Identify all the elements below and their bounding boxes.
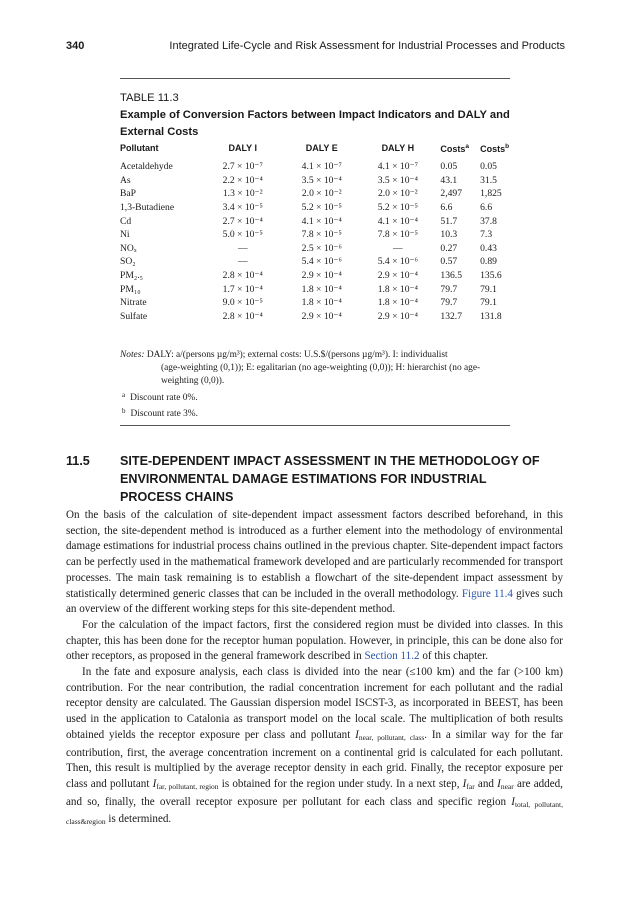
table-row (120, 255, 516, 269)
value-cell: 136.5 (440, 270, 462, 282)
pollutant-cell: Ni (120, 229, 130, 241)
running-title: Integrated Life-Cycle and Risk Assessment for Industrial Processes and Products (169, 40, 565, 52)
value-cell: 1.8 × 10⁻⁴ (377, 283, 418, 295)
footnote: $^a$ Discount rate 0%. (122, 390, 198, 403)
value-cell: 0.43 (480, 242, 497, 254)
value-cell: 43.1 (440, 174, 458, 186)
value-cell: 79.7 (440, 283, 458, 295)
pollutant-cell: 1,3-Butadiene (120, 202, 175, 214)
value-cell: 5.4 × 10⁻⁶ (377, 256, 418, 268)
footnote: $^b$ Discount rate 3%. (122, 406, 198, 419)
section-number: 11.5 (66, 454, 90, 468)
pollutant-cell: SO₂ (120, 256, 136, 268)
value-cell: 2.9 × 10⁻⁴ (301, 270, 342, 282)
value-cell: 1.8 × 10⁻⁴ (301, 283, 342, 295)
table-row (120, 282, 516, 296)
table-row (120, 269, 516, 283)
value-cell: 2.9 × 10⁻⁴ (377, 270, 418, 282)
value-cell: 4.1 × 10⁻⁷ (377, 161, 418, 173)
column-header: Pollutant (120, 143, 159, 153)
value-cell: 5.4 × 10⁻⁶ (301, 256, 342, 268)
value-cell: 79.7 (440, 297, 458, 309)
value-cell: 132.7 (440, 310, 462, 322)
notes-line: weighting (0,0)). (161, 376, 225, 387)
table-row (120, 310, 516, 324)
value-cell: — (237, 242, 248, 254)
figure-link[interactable]: Figure 11.4 (461, 587, 513, 600)
table-row (120, 187, 516, 201)
value-cell: 9.0 × 10⁻⁵ (222, 297, 263, 309)
value-cell: 79.1 (480, 283, 497, 295)
value-cell: 7.8 × 10⁻⁵ (377, 229, 418, 241)
paragraph: For the calculation of the impact factors, first the considered region must be divided into classes. In this chapter, this has been done for the receptor human population. However, in principle, this can be done also for other receptors, as proposed in the general framework described in Section 11.2 of this chapter. (66, 618, 563, 663)
table-row (120, 228, 516, 242)
value-cell: 0.05 (440, 161, 458, 173)
table-notes (120, 349, 516, 421)
value-cell: 0.27 (440, 242, 458, 254)
notes-line: (age-weighting (0,1)); E: egalitarian (no age-weighting (0,0)); H: hierarchist (no age- (161, 363, 481, 374)
table-top-rule (120, 78, 510, 79)
footnote-marker: b (505, 143, 510, 150)
value-cell: 2.9 × 10⁻⁴ (377, 310, 418, 322)
table-row (120, 214, 516, 228)
value-cell: 2.8 × 10⁻⁴ (222, 270, 263, 282)
value-cell: 0.05 (480, 161, 497, 173)
pollutant-cell: PM₂.₅ (120, 270, 143, 282)
table-header-row (120, 143, 516, 160)
value-cell: 3.4 × 10⁻⁵ (222, 202, 263, 214)
value-cell: 2.2 × 10⁻⁴ (222, 174, 263, 186)
pollutant-cell: As (120, 174, 131, 186)
value-cell: 1.3 × 10⁻² (222, 188, 263, 200)
value-cell: 31.5 (480, 174, 497, 186)
value-cell: 2.5 × 10⁻⁶ (301, 242, 342, 254)
value-cell: 2.8 × 10⁻⁴ (222, 310, 263, 322)
table-body (120, 160, 516, 323)
table-row (120, 201, 516, 215)
value-cell: 6.6 (480, 202, 493, 214)
table-bottom-rule (120, 425, 510, 426)
value-cell: 1.7 × 10⁻⁴ (222, 283, 263, 295)
conversion-factors-table (120, 143, 516, 323)
pollutant-cell: PM₁₀ (120, 283, 141, 295)
value-cell: 0.89 (480, 256, 497, 268)
value-cell: 131.8 (480, 310, 502, 322)
pollutant-cell: Sulfate (120, 310, 148, 322)
value-cell: — (393, 242, 403, 254)
value-cell: 2.9 × 10⁻⁴ (301, 310, 342, 322)
column-header: DALY I (228, 143, 257, 153)
value-cell: 4.1 × 10⁻⁴ (377, 215, 418, 227)
value-cell: 0.57 (440, 256, 458, 268)
table-label: TABLE 11.3 (120, 92, 179, 104)
table-caption-block (120, 90, 520, 141)
value-cell: 10.3 (440, 229, 458, 241)
value-cell: 7.3 (480, 229, 493, 241)
value-cell: 5.2 × 10⁻⁵ (301, 202, 342, 214)
value-cell: 2.0 × 10⁻² (377, 188, 418, 200)
value-cell: 3.5 × 10⁻⁴ (301, 174, 342, 186)
table-caption: Example of Conversion Factors between Impact Indicators and DALY and External Costs (120, 109, 510, 138)
running-header (66, 40, 565, 56)
value-cell: 1,825 (480, 188, 502, 200)
pollutant-cell: NOₓ (120, 242, 137, 254)
pollutant-cell: BaP (120, 188, 136, 200)
value-cell: 1.8 × 10⁻⁴ (377, 297, 418, 309)
value-cell: 2.0 × 10⁻² (301, 188, 342, 200)
value-cell: 37.8 (480, 215, 497, 227)
column-header: DALY E (305, 143, 338, 153)
table-row (120, 160, 516, 174)
paragraph: In the fate and exposure analysis, each class is divided into the near (≤100 km) and the far (>100 km) contribution. For the near contribution, the radial concentration increment for each pollutant and the radial receptor density are calculated. The Gaussian dispersion model ISCST-3, as incorporated in BEEST, has been used in the application to Catalonia as transport model on the local scale. The multiplication of both results obtained yields the receptor exposure per class and pollutant $I_{near, pollutant, class}$. In a similar way for the far contribution, first, the average concentration increment on a continental grid is calculated for each pollutant. Then, this result is multiplied by the average receptor density in each grid. Finally, the receptor exposure per class and pollutant $I_{far, pollutant, region}$ is obtained for the region under study. In a next step, $I_{far}$ and $I_{near}$ are added, and so, finally, the overall receptor exposure per pollutant for each class and specific region $I_{total, pollutant, class\&region}$ is determined. (66, 666, 563, 827)
value-cell: 5.0 × 10⁻⁵ (222, 229, 263, 241)
value-cell: 5.2 × 10⁻⁵ (377, 202, 418, 214)
section-link[interactable]: Section 11.2 (364, 650, 420, 663)
value-cell: 4.1 × 10⁻⁷ (301, 161, 342, 173)
value-cell: 51.7 (440, 215, 458, 227)
value-cell: 1.8 × 10⁻⁴ (301, 297, 342, 309)
table-row (120, 296, 516, 310)
value-cell: 3.5 × 10⁻⁴ (377, 174, 418, 186)
section-title: SITE-DEPENDENT IMPACT ASSESSMENT IN THE METHODOLOGY OF ENVIRONMENTAL DAMAGE ESTIMATIONS FOR INDUSTRIAL PROCESS CHAINS (120, 454, 540, 504)
column-header: Costs$^b$ (480, 143, 510, 154)
body-text (66, 508, 563, 830)
value-cell: — (237, 256, 248, 268)
value-cell: 2.7 × 10⁻⁴ (222, 215, 263, 227)
pollutant-cell: Cd (120, 215, 132, 227)
value-cell: 79.1 (480, 297, 497, 309)
footnote-marker: a (465, 143, 470, 150)
table-row (120, 242, 516, 256)
pollutant-cell: Nitrate (120, 297, 147, 309)
column-header: DALY H (381, 143, 415, 153)
value-cell: 7.8 × 10⁻⁵ (301, 229, 342, 241)
pollutant-cell: Acetaldehyde (120, 161, 173, 173)
table-row (120, 174, 516, 188)
value-cell: 135.6 (480, 270, 502, 282)
value-cell: 6.6 (440, 202, 453, 214)
value-cell: 2.7 × 10⁻⁷ (222, 161, 263, 173)
paragraph: On the basis of the calculation of site-dependent impact assessment factors described beforehand, in this section, the site-dependent method is introduced as a further element into the methodology of environmental damage estimations for industrial process chains outlined in the previous chapter. Site-dependent impact factors can be perfectly used in the mathematical framework developed and are particularly recommended for transport processes. The main task remaining is to establish a flowchart of the site-dependent impact assessment by statistically determined generic classes that can be included in the overall methodology. Figure 11.4 gives such an overview of the different working steps for this site-dependent method. (66, 509, 563, 616)
value-cell: 2,497 (440, 188, 462, 200)
page-number: 340 (66, 40, 85, 52)
value-cell: 4.1 × 10⁻⁴ (301, 215, 342, 227)
notes-label: Notes: (120, 350, 145, 360)
notes-line: Notes: DALY: a/(persons µg/m³); external costs: U.S.$/(persons µg/m³). I: individualist (120, 350, 448, 360)
column-header: Costs$^a$ (440, 143, 470, 154)
